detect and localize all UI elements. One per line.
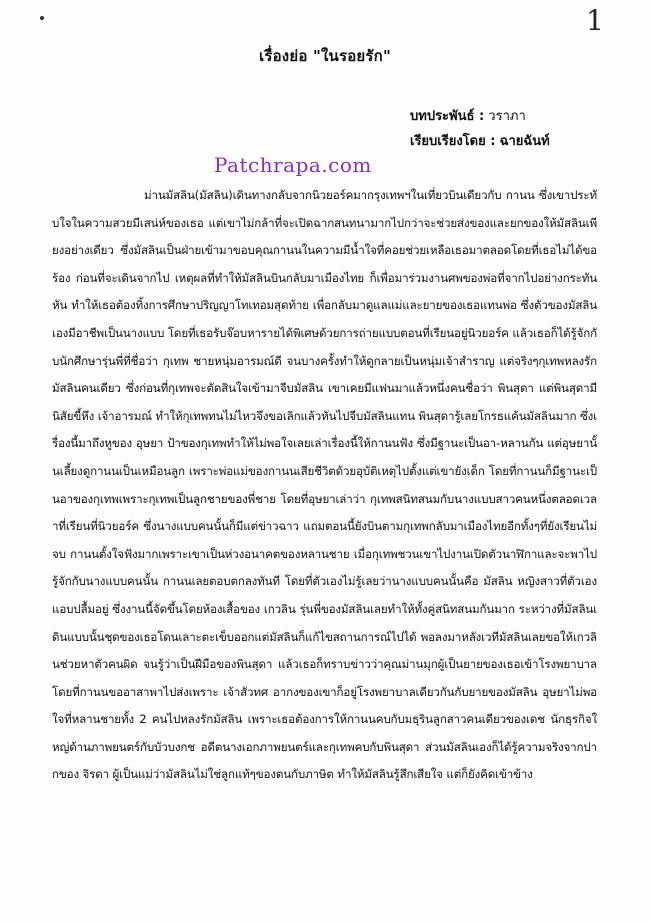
- credits-block: [410, 104, 550, 154]
- writer-name: ฉายฉันท์: [499, 134, 550, 149]
- writer-label: เรียบเรียงโดย :: [410, 134, 496, 149]
- document-title: เรื่องย่อ "ในรอยรัก": [259, 47, 391, 65]
- watermark-text: Patchrapa.com: [214, 153, 372, 177]
- page-number: 1: [586, 4, 604, 37]
- synopsis-body: ม่านมัสลิน(มัสลิน)เดินทางกลับจากนิวยอร์คมากรุงเทพฯในเที่ยวบินเดียวกับ กานน ซึ่งเขาประทับใจในความสวยมีเสน่ห์ของเธอ แต่เขาไม่กล้าที่จะเปิดฉากสนทนามากไปกว่าจะช่วยส่งของและยกของให้มัสลินเพียงอย่างเดียว ซึ่งมัสลินเป็นฝ่ายเข้ามาขอบคุณกานนในความมีน้ำใจที่คอยช่วยเหลือเธอมาตลอดโดยที่เธอไม่ได้ขอร้อง ก่อนที่จะเดินจากไป เหตุผลที่ทำให้มัสลินบินกลับมาเมืองไทย ก็เพื่อมาร่วมงานศพของพ่อที่จากไปอย่างกระทันหัน ทำให้เธอต้องทิ้งการศึกษาปริญญาโทเทอมสุดท้าย เพื่อกลับมาดูแลแม่และยายของเธอแทนพ่อ ซึ่งตัวของมัสลินเองมีอาชีพเป็นนางแบบ โดยที่เธอรับจ๊อบหารายได้พิเศษด้วยการถ่ายแบบตอนที่เรียนอยู่นิวยอร์ค แล้วเธอก็ได้รู้จักกับนักศึกษารุ่นพี่ที่ชื่อว่า กุเทพ ชายหนุ่มอารมณ์ดี จนบางครั้งทำให้ดูกลายเป็นหนุ่มเจ้าสำราญ แต่จริงๆกุเทพหลงรักมัสลินคนเดียว ซึ่งก่อนที่กุเทพจะตัดสินใจเข้ามาจีบมัสลิน เขาเคยมีแฟนมาแล้วหนึ่งคนชื่อว่า พินสุดา แต่พินสุดามีนิสัยขี้หึง เจ้าอารมณ์ ทำให้กุเทพทนไม่ไหวจึงขอเลิกแล้วหันไปจีบมัสลินแทน พินสุดารู้เลยโกรธแค้นมัสลินมาก ซึ่งเรื่องนี้มาถึงหูของ อุษยา ป้าของกุเทพทำให้ไม่พอใจเลยเล่าเรื่องนี้ให้กานนฟัง ซึ่งมีฐานะเป็นอา-หลานกัน แต่อุษยานั้นเลี้ยงดูกานนเป็นเหมือนลูก เพราะพ่อแม่ของกานนเสียชีวิตด้วยอุบัติเหตุไปตั้งแต่เขายังเด็ก โดยที่กานนก็มีฐานะเป็นอาของกุเทพเพราะกุเทพเป็นลูกชายของพี่ชาย โดยที่อุษยาเล่าว่า กุเทพสนิทสนมกับนางแบบสาวคนหนึ่งตลอดเวลาที่เรียนที่นิวยอร์ค ซึ่งนางแบบคนนั้นก็มีแต่ข่าวฉาว แถมตอนนี้ยังบินตามกุเทพกลับมาเมืองไทยอีกทั้งๆที่ยังเรียนไม่จบ กานนตั้งใจฟังมากเพราะเขาเป็นห่วงอนาคตของหลานชาย เมื่อกุเทพชวนเขาไปงานเปิดตัวนาฬิกาและจะพาไปรู้จักกับนางแบบคนนั้น กานนเลยตอบตกลงทันที โดยที่ตัวเองไม่รู้เลยว่านางแบบคนนั้นคือ มัสลิน หญิงสาวที่ตัวเองแอบปลื้มอยู่ ซึ่งงานนี้จัดขึ้นโดยห้องเสื้อของ เกวลิน รุ่นพี่ของมัสลินเลยทำให้ทั้งคู่สนิทสนมกันมาก ระหว่างที่มัสลินเดินแบบนั้นชุดของเธอโดนเลาะตะเข็บออกแต่มัสลินก็แก้ไขสถานการณ์ไปได้ พอลงมาหลังเวทีมัสลินเลยขอให้เกวลินช่วยหาตัวคนผิด จนรู้ว่าเป็นฝีมือของพินสุดา แล้วเธอก็ทราบข่าวว่าคุณม่านมุกผู้เป็นยายของเธอเข้าโรงพยาบาล โดยที่กานนขออาสาพาไปส่งเพราะ เจ้าสัวทศ อากงของเขาก็อยู่โรงพยาบาลเดียวกันกับยายของมัสลิน อุษยาไม่พอใจที่หลานชายทั้ง 2 คนไปหลงรักมัสลิน เพราะเธอต้องการให้กานนคบกับมธุรินลูกสาวคนเดียวของเดช นักธุรกิจใหญ่ด้านภาพยนตร์กับบัวบงกช อดีตนางเอกภาพยนตร์และกุเทพคบกับพินสุดา ส่วนมัสลินเองก็ได้รู้ความจริงจากปากของ จิรดา ผู้เป็นแม่ว่ามัสลินไม่ใช่ลูกแท้ๆของตนกับภาษิต ทำให้มัสลินรู้สึกเสียใจ แต่ก็ยังคิดเข้าข้าง: [52, 188, 597, 782]
- author-name: วราภา: [488, 109, 526, 124]
- writer-line: [410, 129, 550, 154]
- author-label: บทประพันธ์ :: [410, 109, 485, 124]
- scan-speck: [40, 16, 44, 20]
- author-line: [410, 104, 550, 129]
